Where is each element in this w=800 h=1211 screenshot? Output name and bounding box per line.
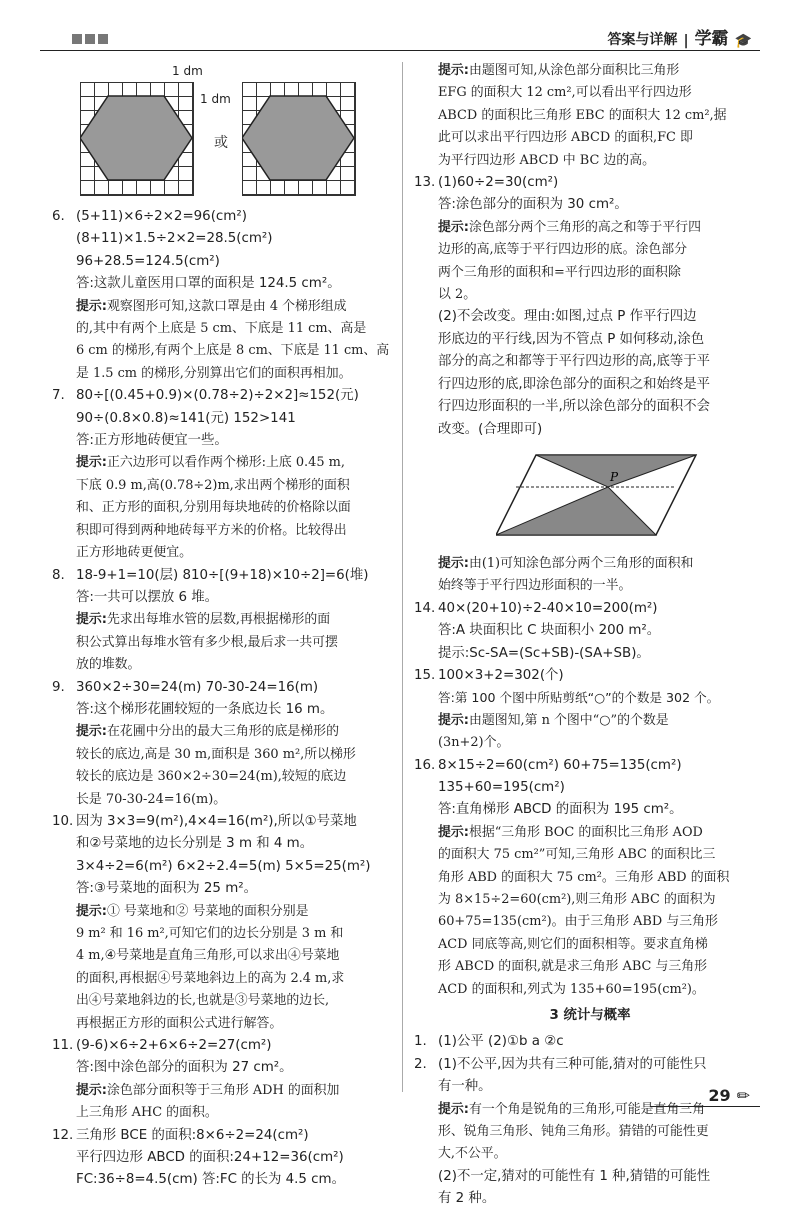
grid-figure-2 xyxy=(242,82,356,196)
answer-11: 11. (9-6)×6÷2+6×6÷2=27(cm²) 答:图中涂色部分的面积为 27 cm²。 提示:涂色部分面积等于三角形 ADH 的面积加 上三角形 AHC 的面积。 xyxy=(52,1038,340,1121)
brand-logo: 学霸 xyxy=(694,29,729,49)
header-title: 答案与详解 xyxy=(607,32,678,48)
parallelogram-figure xyxy=(438,441,766,553)
header-decoration xyxy=(72,34,108,44)
header-rule xyxy=(40,50,760,51)
shaded-hexagon xyxy=(242,96,354,180)
page-number: 29 xyxy=(708,1086,731,1105)
answer-8: 8. 18-9+1=10(层) 810÷[(9+18)×10÷2]=6(堆) 答:一共可以摆放 6 堆。 提示:先求出每堆水管的层数,再根据梯形的面 积公式算出每堆水管有多少根,最后求一共可摆 放的堆数。 xyxy=(52,567,369,673)
pencil-icon: ✏ xyxy=(736,1086,750,1105)
left-column xyxy=(52,60,390,1192)
section-heading: 3 统计与概率 xyxy=(549,1008,631,1024)
page-footer xyxy=(708,1086,750,1105)
page-header: 答案与详解 | 学霸 🎓 xyxy=(607,24,752,49)
right-column xyxy=(414,60,766,1211)
answer-15: 15. 100×3+2=302(个) 答:第 100 个图中所贴剪纸“○”的个数是 302 个。 提示:由题图知,第 n 个图中“○”的个数是 (3n+2)个。 xyxy=(414,667,720,751)
or-label: 或 xyxy=(214,135,228,151)
answer-12-hint: 提示:由题图可知,从涂色部分面积比三角形 EFG 的面积大 12 cm²,可以看出平行四边形 ABCD 的面积比三角形 EBC 的面积大 12 cm²,据 此可以求出平行四边形 ABCD 的面积,FC 即 为平行四边形 ABCD 中 BC 边的高。 xyxy=(438,63,727,168)
column-divider xyxy=(402,62,403,1092)
mask-figure xyxy=(52,60,390,206)
stats-answer-1: 1. (1)公平 (2)①b a ②c xyxy=(414,1034,564,1050)
mortarboard-icon: 🎓 xyxy=(734,33,752,49)
point-p-label: P xyxy=(610,469,619,484)
answer-10: 10. 因为 3×3=9(m²),4×4=16(m²),所以①号菜地 和②号菜地的边长分别是 3 m 和 4 m。 3×4÷2=6(m²) 6×2÷2.4=5(m) 5×5=25(m²) 答:③号菜地的面积为 25 m²。 提示:① 号菜地和② 号菜地的面积分别是 9 m² 和 16 m²,可知它们的边长分别是 3 m 和 4 m,④号菜地是直角三角形,可以求出④号菜地 的面积,再根据④号菜地斜边上的高为 2.4 m,求 出④号菜地斜边的长,也就是③号菜地的边长, 再根据正方形的面积公式进行解答。 xyxy=(52,813,371,1031)
shaded-hexagon xyxy=(80,96,192,180)
stats-answer-2: 2. (1)不公平,因为共有三种可能,猜对的可能性只 有一种。 提示:有一个角是锐角的三角形,可能是直角三角 形、锐角三角形、钝角三角形。猜错的可能性更 大,不公平。 (2)不一定,猜对的可能性有 1 种,猜错的可能性 有 2 种。 xyxy=(414,1056,711,1207)
answer-16: 16. 8×15÷2=60(cm²) 60+75=135(cm²) 135+60=195(cm²) 答:直角梯形 ABCD 的面积为 195 cm²。 提示:根据“三角形 BOC 的面积比三角形 AOD 的面积大 75 cm²”可知,三角形 ABC 的面积比三 角形 ABD 的面积大 75 cm²。三角形 ABD 的面积 为 8×15÷2=60(cm²),则三角形 ABC 的面积为 60+75=135(cm²)。由于三角形 ABD 与三角形 ACD 同底等高,则它们的面积相等。要求直角梯 形 ABCD 的面积,就是求三角形 ABC 与三角形 ACD 的面积和,列式为 135+60=195(cm²)。 xyxy=(414,757,730,997)
answer-14: 14. 40×(20+10)÷2-40×10=200(m²) 答:A 块面积比 C 块面积小 200 m²。 提示:Sc-SA=(Sc+SB)-(SA+SB)。 xyxy=(414,600,661,661)
dim-top-label: 1 dm xyxy=(172,64,203,78)
dim-side-label: 1 dm xyxy=(200,92,231,106)
answer-7: 7. 80÷[(0.45+0.9)×(0.78÷2)÷2×2]≈152(元) 90÷(0.8×0.8)≈141(元) 152>141 答:正方形地砖便宜一些。 提示:正六边形可以看作两个梯形:上底 0.45 m, 下底 0.9 m,高(0.78÷2)m,求出两个梯形的面积 和、正方形的面积,分别用每块地砖的价格除以面 积即可得到两种地砖每平方米的价格。比较得出 正方形地砖更便宜。 xyxy=(52,388,359,561)
answer-6: 6. (5+11)×6÷2×2=96(cm²) (8+11)×1.5÷2×2=28.5(cm²) 96+28.5=124.5(cm²) 答:这款儿童医用口罩的面积是 124.5 cm²。 提示:观察图形可知,这款口罩是由 4 个梯形组成 的,其中有两个上底是 5 cm、下底是 11 cm、高是 6 cm 的梯形,有两个上底是 8 cm、下底是 11 cm、高 是 1.5 cm 的梯形,分别算出它们的面积再相加。 xyxy=(52,209,390,381)
footer-rule xyxy=(650,1106,760,1107)
answer-12: 12. 三角形 BCE 的面积:8×6÷2=24(cm²) 平行四边形 ABCD 的面积:24+12=36(cm²) FC:36÷8=4.5(cm) 答:FC 的长为 4.5 cm。 xyxy=(52,1127,345,1188)
answer-9: 9. 360×2÷30=24(m) 70-30-24=16(m) 答:这个梯形花圃较短的一条底边长 16 m。 提示:在花圃中分出的最大三角形的底是梯形的 较长的底边,高是 30 m,面积是 360 m²,所以梯形 较长的底边是 360×2÷30=24(m),较短的底边 长是 70-30-24=16(m)。 xyxy=(52,679,356,807)
grid-figure-1 xyxy=(80,82,194,196)
answer-13: 13. (1)60÷2=30(cm²) 答:涂色部分的面积为 30 cm²。 提示:涂色部分两个三角形的高之和等于平行四 边形的高,底等于平行四边形的底。涂色部分 两个三角形的面积和=平行四边形的面积除 以 2。 (2)不会改变。理由:如图,过点 P 作平行四边 形底边的平行线,因为不管点 P 如何移动,涂色 部分的高之和都等于平行四边形的高,底等于平 行四边形的底,即涂色部分的面积之和始终是平 行四边形面积的一半,所以涂色部分的面积不会 改变。(合理即可) P 提示:由(1)可知涂色部分两个三角形的面积和 始终等于平行四边形面积的一半。 xyxy=(414,172,766,598)
